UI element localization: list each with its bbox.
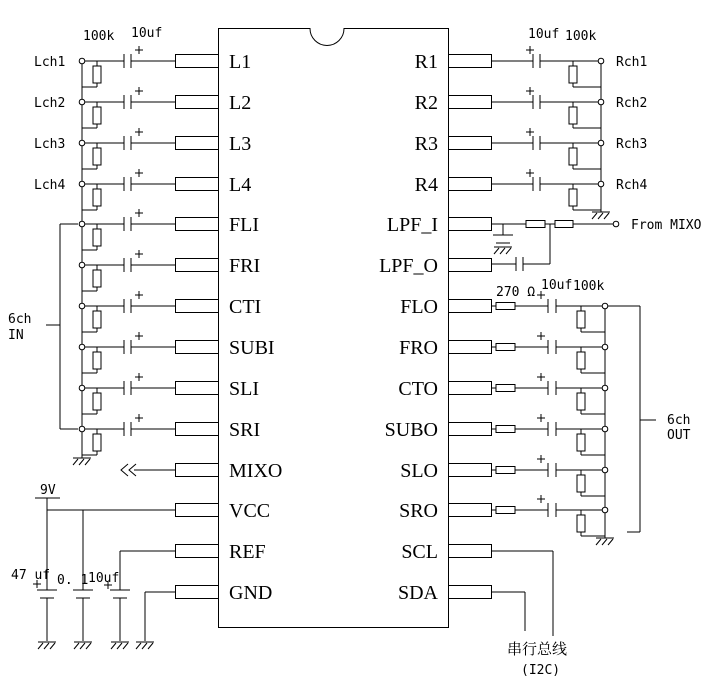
6ch-out-bracket — [608, 306, 656, 532]
pin-label-ref: REF — [229, 541, 266, 563]
pin-label-sri: SRI — [229, 419, 261, 441]
pin-label-subo: SUBO — [384, 419, 438, 441]
pin-label-l3: L3 — [229, 133, 252, 155]
terminal-lch1: Lch1 — [34, 55, 66, 70]
i2c-bus-wires — [491, 551, 553, 636]
pin-label-cti: CTI — [229, 296, 262, 318]
terminal-lch3: Lch3 — [34, 137, 66, 152]
right-cap-value: 10uf — [528, 27, 560, 42]
pin-label-mixo: MIXO — [229, 460, 283, 482]
group-6ch-in-line2: IN — [8, 328, 24, 343]
terminal-lch2: Lch2 — [34, 96, 66, 111]
ic-body — [219, 29, 449, 628]
pin-label-vcc: VCC — [229, 500, 271, 522]
terminal-rch1: Rch1 — [616, 55, 648, 70]
6ch-in-bracket — [46, 224, 78, 429]
pin-label-sda: SDA — [397, 582, 438, 604]
pin-label-cto: CTO — [398, 378, 438, 400]
out-series-resistor-value: 270 Ω — [496, 285, 536, 300]
pin-label-l4: L4 — [229, 174, 252, 196]
pin-label-slo: SLO — [400, 460, 438, 482]
pin-label-sro: SRO — [399, 500, 438, 522]
pin-label-lpf-o: LPF_O — [379, 255, 438, 277]
mixo-output-arrow — [121, 464, 175, 476]
pin-label-fli: FLI — [229, 214, 259, 236]
left-resistor-value: 100k — [83, 29, 115, 44]
supply-voltage-label: 9V — [40, 483, 56, 498]
out-cap-value: 10uf — [541, 278, 573, 293]
left-cap-value: 10uf — [131, 26, 163, 41]
lpf-network — [491, 221, 619, 272]
output-section — [491, 291, 656, 545]
serial-bus-label: 串行总线 — [507, 640, 568, 658]
pin-label-subi: SUBI — [229, 337, 275, 359]
left-input-section — [46, 46, 175, 465]
pin-label-sli: SLI — [229, 378, 259, 400]
terminal-lch4: Lch4 — [34, 178, 66, 193]
pin-label-r4: R4 — [414, 174, 438, 196]
pin-label-scl: SCL — [401, 541, 438, 563]
right-resistor-value: 100k — [565, 29, 597, 44]
pin-label-l1: L1 — [229, 51, 252, 73]
pin-label-flo: FLO — [400, 296, 438, 318]
pin-label-r3: R3 — [414, 133, 438, 155]
cap-10uf-label: 10uf — [88, 571, 120, 586]
terminal-rch2: Rch2 — [616, 96, 648, 111]
from-mixo-label: From MIXO — [631, 218, 702, 233]
cap-01-label: 0. 1 — [57, 573, 89, 588]
group-6ch-in-line1: 6ch — [8, 312, 32, 327]
pin-label-fri: FRI — [229, 255, 261, 277]
right-input-section — [491, 46, 610, 219]
pin-label-lpf-i: LPF_I — [386, 214, 438, 236]
group-6ch-out-line1: 6ch — [667, 413, 691, 428]
pin-label-r1: R1 — [414, 51, 438, 73]
out-load-resistor-value: 100k — [573, 279, 605, 294]
pin-label-fro: FRO — [399, 337, 438, 359]
cap-47uf-label: 47 uf — [11, 568, 51, 583]
terminal-rch4: Rch4 — [616, 178, 648, 193]
serial-bus-i2c-label: (I2C) — [521, 663, 561, 677]
group-6ch-out-line2: OUT — [667, 428, 691, 443]
terminal-rch3: Rch3 — [616, 137, 648, 152]
pin-label-gnd: GND — [229, 582, 273, 604]
pin-label-l2: L2 — [229, 92, 252, 114]
pin-label-r2: R2 — [414, 92, 438, 114]
